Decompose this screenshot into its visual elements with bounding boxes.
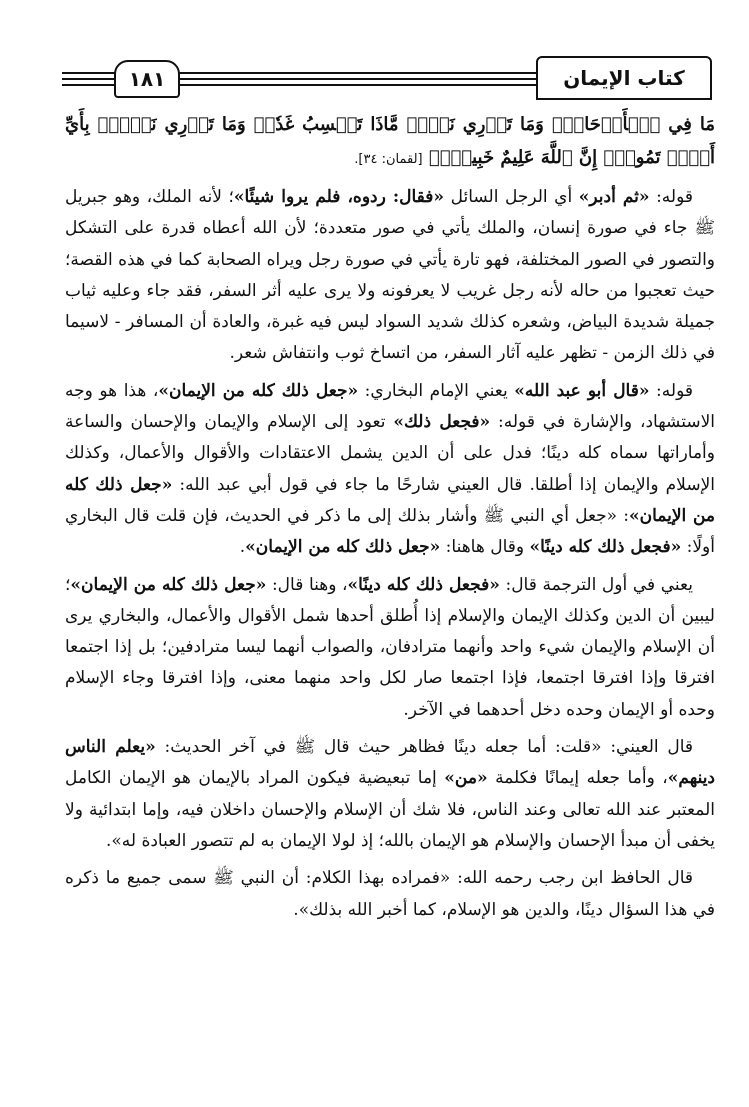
text-run: ؛ ليبين أن الدين وكذلك الإيمان والإسلام إذا أُطلق أحدها شمل الأقوال والأعمال، والبخاري يرى أن الإسلام والإيمان شيء واحد وأنهما مترادفان، والصواب أنهما ليسا مترادفين؛ بل إذا اجتمعا افترقا وإذا افترقا اجتمعا، فإذا اجتمعا صار لكل واحد منهما معنى، وإذا افترقا وجاء الإسلام وحده أو الإيمان وحده دخل أحدهما في الآخر.	[65, 574, 715, 720]
text-run: : «جعل أي النبي ﷺ وأشار بذلك إلى ما ذكر في الحديث، فإن قلت قال البخاري أولًا:	[65, 505, 715, 558]
verse-source: [لقمان: ٣٤].	[354, 152, 423, 167]
bold-quote: «من»	[444, 768, 488, 789]
bold-quote: «فجعل ذلك كله دينًا»	[529, 537, 682, 558]
bold-quote: «قال أبو عبد الله»	[514, 380, 650, 401]
text-run: إما تبعيضية فيكون المراد بالإيمان هو الإيمان الكامل المعتبر عند الله تعالى وعند الناس، فلا شك أن الإسلام والإحسان داخلان فيه، وإما ابتدائية ولا يخفى أن مبدأ الإحسان والإسلام هو الإيمان بالله؛ إذ لولا الإيمان به لم تتصور العبادة له».	[65, 768, 715, 851]
header-rule	[62, 84, 122, 86]
body-text	[65, 108, 715, 932]
text-run: قال الحافظ ابن رجب رحمه الله: «فمراده بهذا الكلام: أن النبي ﷺ سمى جميع ما ذكره في هذا السؤال دينًا، والدين هو الإسلام، كما أخبر الله بذلك».	[65, 868, 715, 920]
text-run: ، وأما جعله إيمانًا فكلمة	[487, 768, 668, 789]
page-header	[62, 52, 712, 102]
text-run: يعني في أول الترجمة قال:	[499, 574, 693, 595]
text-run: قال العيني: «قلت: أما جعله دينًا فظاهر حيث قال ﷺ في آخر الحديث:	[155, 737, 693, 758]
bold-quote: «جعل ذلك كله من الإيمان»	[65, 474, 716, 526]
paragraph-4	[65, 732, 715, 857]
header-rule	[170, 78, 542, 80]
verse-text: مَا فِي ٱلۡأَرۡحَامِۖ وَمَا تَدۡرِي نَفۡسٞ مَّاذَا تَكۡسِبُ غَدٗاۖ وَمَا تَدۡرِي نَفۡسُۢ بِأَيِّ أَرۡضٖ تَمُوتُۚ إِنَّ ٱللَّهَ عَلِيمٌ خَبِيرُۢ﴾	[65, 114, 715, 168]
paragraph-3	[65, 570, 715, 726]
bold-quote: «جعل ذلك كله من الإيمان»	[70, 574, 267, 595]
text-run: .	[239, 537, 246, 558]
bold-quote: «فجعل ذلك كله دينًا»	[347, 574, 500, 595]
text-run: قوله:	[649, 380, 693, 401]
text-run: أي الرجل السائل	[444, 187, 579, 207]
header-rule	[170, 84, 542, 86]
paragraph-5	[65, 863, 715, 926]
text-run: ، وهنا قال:	[266, 574, 348, 595]
header-rule	[62, 78, 122, 80]
bold-quote: «جعل ذلك كله من الإيمان»	[158, 380, 359, 401]
text-run: قوله:	[649, 187, 694, 207]
header-rule	[170, 72, 542, 74]
page-number: ١٨١	[114, 60, 180, 98]
header-rule	[62, 72, 122, 74]
bold-quote: «فجعل ذلك»	[393, 412, 491, 433]
text-run: وقال هاهنا:	[440, 537, 530, 558]
text-run: ؛ لأنه الملك، وهو جبريل ﷺ جاء في صورة إنسان، والملك يأتي في صور متعددة؛ لأن الله أعطاه قدرة على التشكل والتصور في الصور المختلفة، فهو تارة يأتي في صورة رجل ويراه الصحابة كما في هذه القصة؛ حيث تعجبوا من حاله لأنه رجل غريب لا يعرفونه ولا يرى عليه أثر السفر، فقد جاء وعليه ثياب جميلة شديدة البياض، وشعره كذلك شديد السواد ليس فيه غبرة، والعادة أن المسافر - لاسيما في ذلك الزمن - تظهر عليه آثار السفر، من اتساخ ثوب وانتفاش شعر.	[65, 187, 715, 364]
text-run: تعود إلى الإسلام والإيمان والإحسان والساعة وأماراتها سماه كله دينًا؛ فدل على أن الدين يشمل الاعتقادات والأقوال والأعمال، وكذلك الإسلام والإيمان إذا أطلقا. قال العيني شارحًا ما جاء في قول أبي عبد الله:	[65, 412, 715, 495]
bold-quote: «يعلم الناس دينهم»	[65, 737, 716, 789]
bold-quote: «ثم أدبر»	[578, 187, 650, 207]
quran-verse	[65, 108, 715, 176]
text-run: ، هذا هو وجه الاستشهاد، والإشارة في قوله:	[65, 380, 716, 433]
bold-quote: «جعل ذلك كله من الإيمان»	[245, 537, 441, 558]
text-run: يعني الإمام البخاري:	[358, 380, 515, 401]
paragraph-2	[65, 376, 715, 564]
book-title: كتاب الإيمان	[536, 56, 712, 100]
paragraph-1	[65, 182, 715, 370]
bold-quote: «فقال: ردوه، فلم يروا شيئًا»	[233, 187, 445, 207]
